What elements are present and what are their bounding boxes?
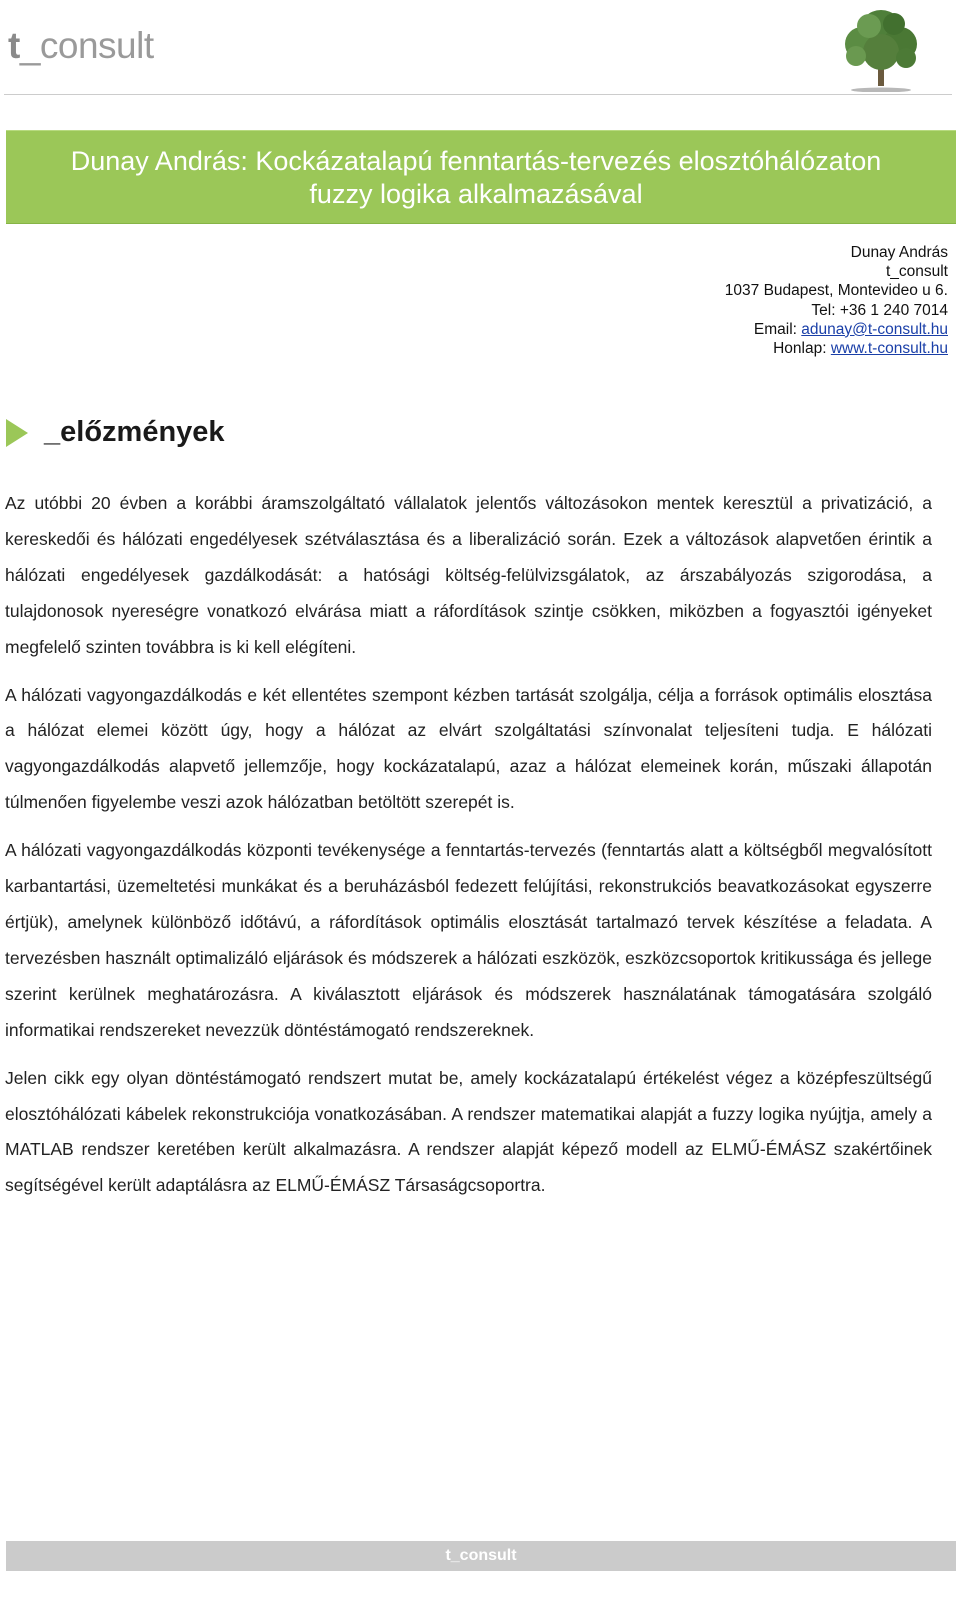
article-body xyxy=(5,486,932,1216)
title-line-1: Dunay András: Kockázatalapú fenntartás-tervezés elosztóhálózaton xyxy=(70,146,882,176)
email-label: Email: xyxy=(753,320,797,338)
paragraph: Az utóbbi 20 évben a korábbi áramszolgáltató vállalatok jelentős változásokon mentek keresztül a privatizáció, a kereskedői és hálózati engedélyesek szétválasztása és a liberalizáció során. Ezek a változások alapvetően érintik a hálózati engedélyesek gazdálkodását: a hatósági költség-felülvizsgálatok, az árszabályozás szigorodása, a tulajdonosok nyereségre vonatkozó elvárása miatt a ráfordítások szintje csökken, miközben a fogyasztói igényeket megfelelő szinten továbbra is ki kell elégíteni. xyxy=(5,493,932,657)
paragraph: A hálózati vagyongazdálkodás e két ellentétes szempont kézben tartását szolgálja, célja a források optimális elosztása a hálózat elemei között úgy, hogy a hálózat az elvárt szolgáltatási színvonalat teljesíteni tudja. E hálózati vagyongazdálkodás alapvető jellemzője, hogy kockázatalapú, azaz a hálózat elemeinek korán, műszaki állapotán túlmenően figyelembe veszi azok hálózatban betöltött szerepét is. xyxy=(5,684,932,813)
logo-wordmark: _consult xyxy=(19,25,154,66)
logo-letter: t xyxy=(8,25,20,66)
footer-bar xyxy=(6,1541,956,1571)
author-contact-block xyxy=(725,243,948,358)
paragraph: Jelen cikk egy olyan döntéstámogató rendszert mutat be, amely kockázatalapú értékelést végez a középfeszültségű elosztóhálózati kábelek rekonstrukciója vonatkozásában. A rendszer matematikai alapját a fuzzy logika nyújtja, amely a MATLAB rendszer keretében került alkalmazásra. A rendszer alapját képező modell az ELMŰ-ÉMÁSZ szakértőinek segítségével került adaptálásra az ELMŰ-ÉMÁSZ Társaságcsoportra. xyxy=(5,1067,932,1196)
author-web-row xyxy=(725,339,948,358)
header-divider xyxy=(4,94,952,95)
document-title xyxy=(36,145,916,211)
play-triangle-icon xyxy=(6,419,28,447)
author-phone: Tel: +36 1 240 7014 xyxy=(811,301,948,319)
author-email-row xyxy=(725,320,948,339)
email-link[interactable]: adunay@t-consult.hu xyxy=(801,320,948,338)
company-logo xyxy=(8,24,154,68)
tree-icon xyxy=(838,6,924,92)
title-banner xyxy=(6,130,956,224)
author-address: 1037 Budapest, Montevideo u 6. xyxy=(724,282,948,300)
web-label: Honlap: xyxy=(773,340,827,358)
website-link[interactable]: www.t-consult.hu xyxy=(830,340,948,358)
footer-label: t_consult xyxy=(445,1547,517,1564)
section-title: _előzmények xyxy=(44,416,225,448)
paragraph: A hálózati vagyongazdálkodás központi tevékenysége a fenntartás-tervezés (fenntartás alatt a költségből megvalósított karbantartási, üzemeltetési munkákat és a beruházásból fedezett felújítási, rekonstrukciós beavatkozásokat egyszerre értjük), amelynek különböző időtávú, a ráfordítások optimális elosztását tartalmazó tervek készítése a feladata. A tervezésben használt optimalizáló eljárások és módszerek a hálózati eszközök, eszközcsoportok kritikussága és jellege szerint kerülnek meghatározásra. A kiválasztott eljárások és módszerek használatának támogatására szolgáló informatikai rendszereket nevezzük döntéstámogató rendszereknek. xyxy=(5,840,932,1040)
author-name: Dunay András xyxy=(850,244,948,261)
author-company: t_consult xyxy=(885,263,948,281)
title-line-2: fuzzy logika alkalmazásával xyxy=(309,179,643,209)
